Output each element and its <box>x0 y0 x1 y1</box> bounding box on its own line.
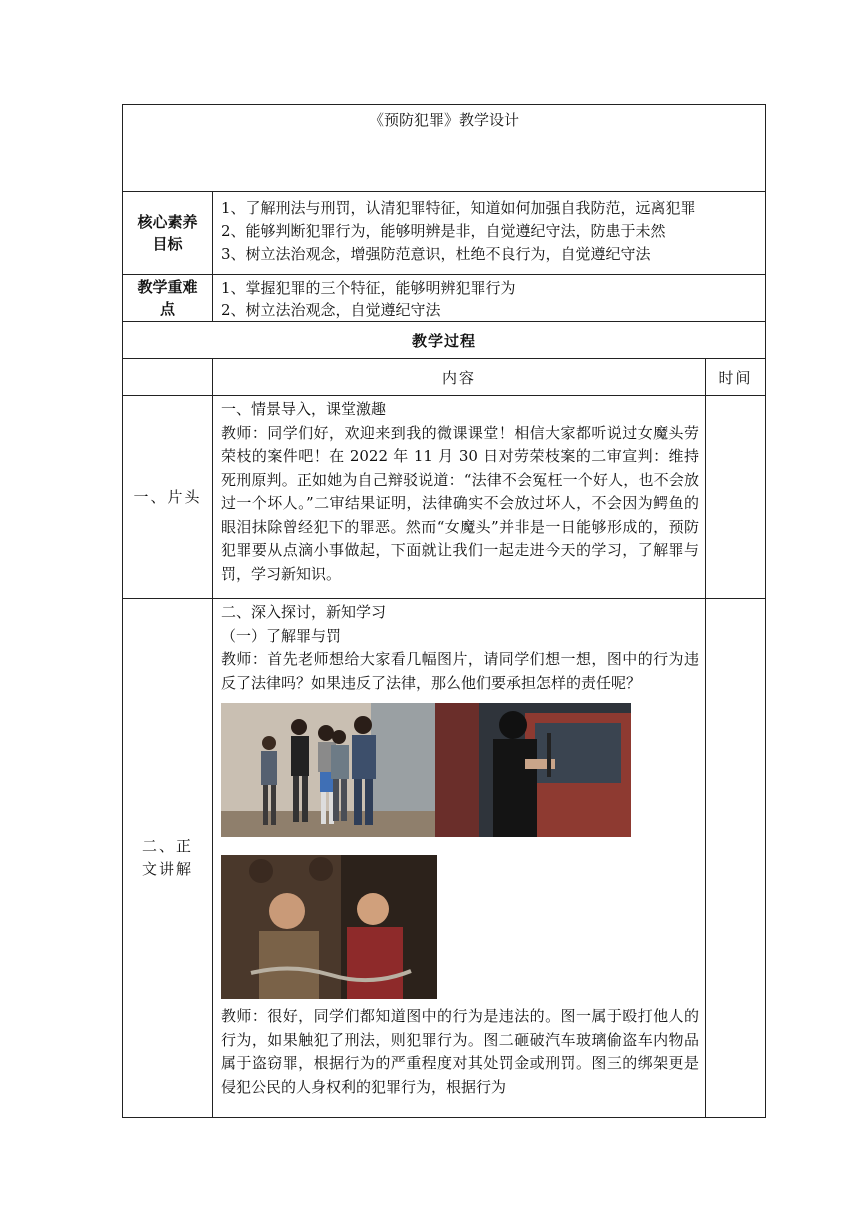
core-literacy-label: 核心素养目标 <box>123 192 213 275</box>
section2-time <box>706 599 766 1118</box>
section2-content <box>213 599 706 1118</box>
photo-kidnap-figures <box>221 855 437 999</box>
photo-kidnap-image <box>221 855 437 999</box>
key-points-item: 2、树立法治观念，自觉遵纪守法 <box>221 301 441 319</box>
header-time: 时间 <box>706 359 766 396</box>
core-literacy-content <box>213 192 766 275</box>
lesson-plan-table <box>122 104 766 1118</box>
section2-text1: 教师：首先老师想给大家看几幅图片，请同学们想一想，图中的行为违反了法律吗？如果违反了法律，那么他们要承担怎样的责任呢？ <box>221 650 699 692</box>
section2-heading: 二、深入探讨，新知学习 <box>221 603 387 621</box>
header-content: 内容 <box>213 359 706 396</box>
document-title: 《预防犯罪》教学设计 <box>123 105 766 192</box>
section1-label: 一、片头 <box>123 396 213 599</box>
section2-text2: 教师：很好，同学们都知道图中的行为是违法的。图一属于殴打他人的行为，如果触犯了刑法，则犯罪行为。图二砸破汽车玻璃偷盗车内物品属于盗窃罪，根据行为的严重程度对其处罚金或刑罚。图三的绑架更是侵犯公民的人身权利的犯罪行为，根据行为 <box>221 1007 699 1096</box>
section1-text: 教师：同学们好，欢迎来到我的微课课堂！相信大家都听说过女魔头劳荣枝的案件吧！在 2022 年 11 月 30 日对劳荣枝案的二审宣判：维持死刑原判。正如她为自己辩驳说道：“法律不会冤枉一个好人，也不会放过一个坏人。”二审结果证明，法律确实不会放过坏人，不会因为鳄鱼的眼泪抹除曾经犯下的罪恶。然而“女魔头”并非是一日能够形成的，预防犯罪要从点滴小事做起，下面就让我们一起走进今天的学习，了解罪与罚，学习新知识。 <box>221 423 699 583</box>
section1-heading: 一、情景导入，课堂激趣 <box>221 400 387 418</box>
core-literacy-item: 3、树立法治观念，增强防范意识，杜绝不良行为，自觉遵纪守法 <box>221 245 651 263</box>
core-literacy-item: 1、了解刑法与刑罚，认清犯罪特征，知道如何加强自我防范，远离犯罪 <box>221 199 696 217</box>
section1-content <box>213 396 706 599</box>
photo-fight-image <box>221 703 435 837</box>
photo-fight-figures <box>221 703 435 837</box>
header-empty-cell <box>123 359 213 396</box>
photo-theft-figures <box>435 703 631 837</box>
core-literacy-item: 2、能够判断犯罪行为，能够明辨是非，自觉遵纪守法，防患于未然 <box>221 222 666 240</box>
section2-subheading: （一）了解罪与罚 <box>221 626 342 645</box>
section2-label: 二、正文讲解 <box>123 599 213 1118</box>
photo-theft-image <box>435 703 631 837</box>
key-points-content <box>213 275 766 322</box>
section1-time <box>706 396 766 599</box>
key-points-label: 教学重难点 <box>123 275 213 322</box>
photo-group <box>221 703 699 999</box>
process-heading: 教学过程 <box>123 322 766 359</box>
key-points-item: 1、掌握犯罪的三个特征，能够明辨犯罪行为 <box>221 279 516 297</box>
